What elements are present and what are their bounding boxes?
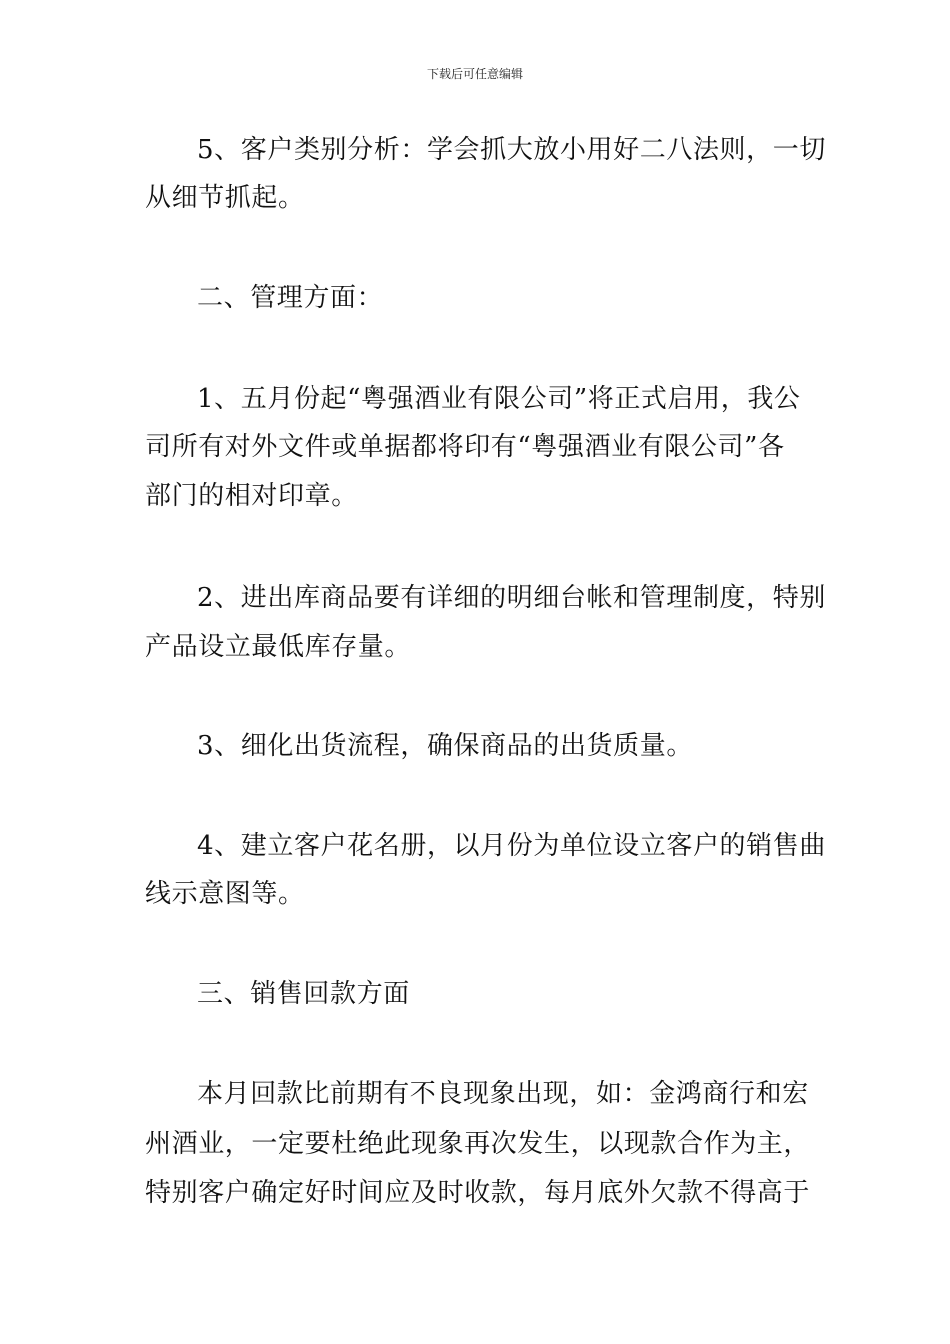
section-heading-management: 二、管理方面： (197, 283, 384, 313)
section-heading-sales-collection: 三、销售回款方面 (197, 979, 410, 1009)
paragraph-2-line-1: 1、五月份起“粤强酒业有限公司”将正式启用，我公 (197, 384, 801, 414)
paragraph-6-line-3: 特别客户确定好时间应及时收款，每月底外欠款不得高于 (145, 1178, 811, 1208)
paragraph-2-line-2: 司所有对外文件或单据都将印有“粤强酒业有限公司”各 (145, 432, 785, 462)
paragraph-6-line-1: 本月回款比前期有不良现象出现，如：金鸿商行和宏 (197, 1079, 809, 1109)
paragraph-2-line-3: 部门的相对印章。 (145, 481, 358, 511)
paragraph-6-line-2: 州酒业，一定要杜绝此现象再次发生，以现款合作为主， (145, 1129, 811, 1159)
paragraph-5-line-1: 4、建立客户花名册，以月份为单位设立客户的销售曲 (197, 831, 826, 861)
paragraph-1-line-2: 从细节抓起。 (145, 183, 305, 213)
paragraph-1-line-1: 5、客户类别分析：学会抓大放小用好二八法则，一切 (197, 135, 826, 165)
paragraph-4-line-1: 3、细化出货流程，确保商品的出货质量。 (197, 731, 693, 761)
page-header-note: 下载后可任意编辑 (426, 67, 523, 81)
paragraph-3-line-1: 2、进出库商品要有详细的明细台帐和管理制度，特别 (197, 583, 826, 613)
paragraph-5-line-2: 线示意图等。 (145, 879, 305, 909)
paragraph-3-line-2: 产品设立最低库存量。 (145, 632, 412, 662)
